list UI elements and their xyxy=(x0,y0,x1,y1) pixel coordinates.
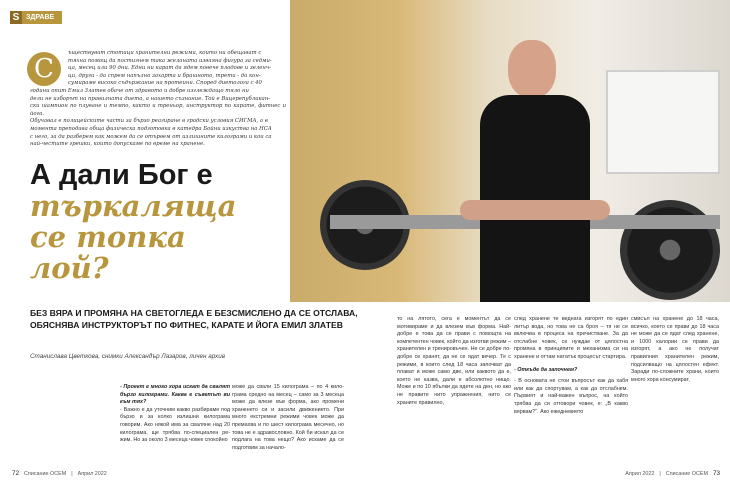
column-text: - В основата не стои въпросът как да хабя или как да спортувам, а как да отслабнем. Първият и най-важен въпрос, на който трябва да си отговори човек, е: „В какво вярвам?". Ако ежедневието xyxy=(514,378,628,415)
intro-paragraph xyxy=(30,50,286,149)
hero-photo xyxy=(290,0,730,302)
intro-line: години опит Емил Златев обаче от здравото и добре изглеждащо тяло ни xyxy=(30,87,249,94)
photo-person-arm xyxy=(460,200,610,220)
section-letter: S xyxy=(10,11,22,24)
headline xyxy=(30,160,236,284)
intro-line: ца, месец или 90 дни. Едни ни карат да ядем повече плодове и зеленч- xyxy=(68,65,271,72)
intro-line: тяхна помощ да постигнем така желаната изваяна фигура за седми- xyxy=(68,57,272,64)
dropcap: С xyxy=(27,52,61,86)
photo-window xyxy=(606,70,720,174)
issue-date: Април 2022 xyxy=(625,470,655,477)
footer-right: Април 2022 | Списание ОСЕМ 73 xyxy=(625,470,720,477)
photo-person-head xyxy=(508,40,556,98)
photo-person-body xyxy=(480,95,590,302)
section-label: ЗДРАВЕ xyxy=(26,14,55,21)
headline-line: А дали Бог е xyxy=(30,159,213,191)
section-tag xyxy=(10,11,62,24)
column-text: - Важно е да уточним какво разбираме под бързо и за колко излишни килограма говорим. Ако някой има за сваляне над 20 килограма, ще трябва по-специален ре-жим. Но за около 3 месеца човек спокойно xyxy=(120,406,230,444)
intro-line: ъществуват стотици хранителни режими, които ни обещават с xyxy=(68,50,262,56)
headline-line: се топка xyxy=(30,220,186,254)
article-column xyxy=(232,384,344,452)
interview-question: - Проект е много хора искат да свалят бързо килограми. Каква е съветът ви към тях? xyxy=(120,384,230,406)
intro-line: най-честите грешки, които допускаме по време на хранене. xyxy=(30,141,205,148)
intro-line: с него, за да разберем как можем да се отървем от излишните килограми и кои са xyxy=(30,133,272,140)
article-column xyxy=(120,384,230,445)
article-column xyxy=(397,316,511,407)
intro-line: Обучавал е полицейските части за бързо реагиране в градски условия СИГМА, а в xyxy=(30,118,268,125)
article-column xyxy=(631,316,719,384)
column-text: може да свали 15 килограма – по 4 кило-грама средно на месец – само за 3 месеца може да влезе във форма, ако промени храненето си и засили движението. При много екстремни режими човек може да премахва и по шест килограма месечно, но това не е здравословно. Кой би искал да се подлага на това нещо? Ако искаме да се подготвим за начало- xyxy=(232,384,344,451)
intro-line: ски шампион по плуване и темпо, както и треньор, инструктор по карате, фитнес и йога. xyxy=(30,103,286,117)
intro-line: ци, други - да спрем напълно захарта и брашното, трети - да кон- xyxy=(68,72,261,79)
headline-line: търкаляща xyxy=(30,189,237,223)
column-text: то на лятото, сега е моментът да се мотивираме и да влезем във форма. Най-добре е това да се прави с помощта на компетентен човек, който да изготви режим – хранителен и тренировъчен. Не се добре по-добре се хранят, да не се ядат вечер. Те с режими, в които след 18 часа започват да плават и може само две, или каквото да е, което не казва, дали е абсолютно нищо. Може и по 10 ябълки да ядете на ден, но ако не правите нито упражнения, нито се храните правилно, xyxy=(397,316,511,406)
byline: Станислава Цветкова, снимки Александър Лазаров, личен архив xyxy=(30,353,225,360)
intro-line: сумираме високо съдържание на протеини. Според диетолога с 40 xyxy=(68,80,262,87)
intro-line: дели не изборът на правилната диета, а нашето съзнание. Той е Вицерепубликан- xyxy=(30,95,271,102)
column-text: след хранене те веднага изгорят по един литър вода, но това не са броя – тя не се включва в процеса на пречистване. За да отслабне човек, се нуждае от цялостна промяна в принципите и механизма си на хранене и оттам нататък процесът стартира. xyxy=(514,316,628,360)
footer-left: 72 Списание ОСЕМ | Април 2022 xyxy=(12,470,107,477)
photo-person xyxy=(480,40,590,302)
subheadline: БЕЗ ВЯРА И ПРОМЯНА НА СВЕТОГЛЕДА Е БЕЗСМИСЛЕНО ДА СЕ ОТСЛАВА, ОБЯСНЯВА ИНСТРУКТОРЪТ ПО ФИТНЕС, КАРАТЕ И ЙОГА ЕМИЛ ЗЛАТЕВ xyxy=(30,308,358,330)
magazine-name: Списание ОСЕМ xyxy=(665,470,708,477)
article-column xyxy=(514,316,628,416)
page-number: 73 xyxy=(712,470,720,477)
page-number: 72 xyxy=(12,470,20,477)
headline-line: лой? xyxy=(30,251,109,285)
column-text: смисъл на хранене до 18 часа, всичко, което се прави до 18 часа не може да се ядат след хранене, и 1000 калории се прави да изгорят, а ако не получат правилния хранителен режим, подсилващо на цялостен ефект. Заради по-сложните храни, които много хора консумират, xyxy=(631,316,719,383)
issue-date: Април 2022 xyxy=(77,470,107,477)
magazine-name: Списание ОСЕМ xyxy=(24,470,67,477)
interview-question: - Откъде да започнем? xyxy=(514,366,578,373)
intro-line: момента преподава обща физическа подготовка в катедра Бойни изкуства на НСА xyxy=(30,125,272,132)
